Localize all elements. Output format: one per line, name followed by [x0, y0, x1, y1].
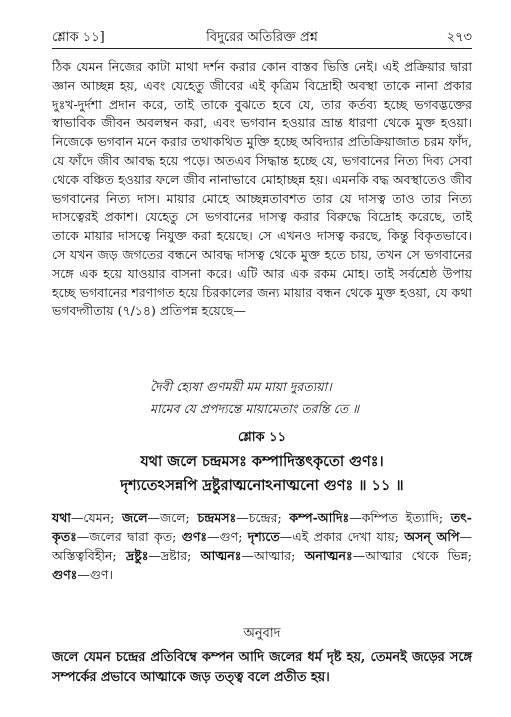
synonym-term: গুণঃ: [52, 567, 78, 582]
synonym-meaning: —চন্দ্রের;: [236, 510, 290, 525]
verse-line-2: দৃশ্যতেঽসন্নপি দ্রষ্টুরাত্মনোঽনাত্মনো গুণঃ ॥ ১১ ॥: [120, 477, 404, 494]
synonym-meaning: —গুণ;: [207, 529, 248, 544]
word-meanings: [52, 508, 472, 584]
synonym-term: আত্মনঃ: [200, 548, 242, 563]
synonym-term: দ্রষ্টুঃ: [125, 548, 149, 563]
synonym-term: দৃশ্যতে: [247, 529, 280, 544]
header-divider: [52, 48, 472, 49]
synonym-term: চন্দ্রমসঃ: [197, 510, 237, 525]
synonym-term: তৎ-কৃতঃ: [52, 510, 472, 544]
translation-text: জলে যেমন চন্দ্রের প্রতিবিম্বে কম্পন আদি জলের ধর্ম দৃষ্ট হয়, তেমনই জড়ের সঙ্গে সম্পর্কের প্রভাবে আত্মাকে জড় তত্ত্ব বলে প্রতীত হয়।: [52, 650, 472, 685]
synonym-meaning: —জলে;: [147, 510, 198, 525]
translation-heading: অনুবাদ: [243, 626, 281, 641]
header-chapter-title: বিদুরের অতিরিক্ত প্রশ্ন: [206, 30, 318, 45]
synonym-meaning: —আত্মার থেকে ভিন্ন;: [352, 548, 473, 563]
verse-line-1: যথা জলে চন্দ্রমসঃ কম্পাদিস্তৎকৃতো গুণঃ।: [140, 453, 384, 470]
sanskrit-verse: [52, 450, 472, 498]
header-page-number: ২৭৩: [446, 30, 472, 45]
header-verse-ref: শ্লোক ১১]: [52, 30, 105, 45]
synonym-term: কম্প-আদিঃ: [289, 510, 350, 525]
quote-line-2: মামেব যে প্রপদ্যন্তে মায়ামেতাং তরন্তি তে ॥: [150, 401, 360, 416]
synonym-meaning: —আত্মার;: [241, 548, 305, 563]
synonym-term: জলে: [122, 510, 148, 525]
gita-quote: [150, 376, 470, 420]
synonym-meaning: —যেমন;: [70, 510, 122, 525]
synonym-term: যথা: [52, 510, 71, 525]
synonym-meaning: —গুণ।: [77, 567, 113, 582]
synonym-meaning: —এই প্রকার দেখা যায়;: [279, 529, 405, 544]
synonym-term: অসন্ অপি: [404, 529, 460, 544]
verse-heading: শ্লোক ১১: [237, 430, 287, 445]
synonym-meaning: —জলের দ্বারা কৃত;: [76, 529, 182, 544]
purport-paragraph: ঠিক যেমন নিজের কাটা মাথা দর্শন করার কোন বাস্তব ভিত্তি নেই। এই প্রক্রিয়ার দ্বারা জ্ঞান আচ্ছন্ন হয়, এবং যেহেতু জীবের এই কৃত্রিম বিদ্রোহী অবস্থা তাকে নানা প্রকার দুঃখ-দুর্দশা প্রদান করে, তাই তাকে বুঝতে হবে যে, তার কর্তব্য হচ্ছে ভগবদ্ভক্তের স্বাভাবিক জীবন অবলম্বন করা, এবং ভগবান হওয়ার ভ্রান্ত ধারণা থেকে মুক্ত হওয়া। নিজেকে ভগবান মনে করার তথাকথিত মুক্তি হচ্ছে অবিদ্যার প্রতিক্রিয়াজাত চরম ফাঁদ, যে ফাঁদে জীব আবদ্ধ হয়ে পড়ে। অতএব সিদ্ধান্ত হচ্ছে যে, ভগবানের নিত্য দিব্য সেবা থেকে বঞ্চিত হওয়ার ফলে জীব নানাভাবে মোহাচ্ছন্ন হয়। এমনকি বদ্ধ অবস্থাতেও জীব ভগবানের নিত্য দাস। মায়ার মোহে আচ্ছন্নতাবশত তার যে দাসত্ব তাও তার নিত্য দাসত্বেরই প্রকাশ। যেহেতু সে ভগবানের দাসত্ব করার বিরুদ্ধে বিদ্রোহ করেছে, তাই তাকে মায়ার দাসত্বে নিযুক্ত করা হয়েছে। সে এখনও দাসত্ব করছে, কিন্তু বিকৃতভাবে। সে যখন জড় জগতের বন্ধনে আবদ্ধ দাসত্ব থেকে মুক্ত হতে চায়, তখন সে ভগবানের সঙ্গে এক হয়ে যাওয়ার বাসনা করে। এটি আর এক রকম মোহ। তাই সর্বশ্রেষ্ঠ উপায় হচ্ছে ভগবানের শরণাগত হয়ে চিরকালের জন্য মায়ার বন্ধন থেকে মুক্ত হওয়া, যে কথা ভগবদ্গীতায় (৭/১৪) প্রতিপন্ন হয়েছে—: [52, 59, 472, 319]
synonym-meaning: —অস্তিত্ববিহীন;: [52, 529, 472, 563]
synonym-meaning: —কম্পিত ইত্যাদি;: [349, 510, 451, 525]
synonym-term: অনাত্মনঃ: [304, 548, 353, 563]
synonym-meaning: —দ্রষ্টার;: [148, 548, 201, 563]
synonym-term: গুণঃ: [181, 529, 208, 544]
quote-line-1: দৈবী হ্যেষা গুণময়ী মম মায়া দুরত্যয়া।: [150, 379, 332, 394]
page-header: [52, 28, 472, 50]
